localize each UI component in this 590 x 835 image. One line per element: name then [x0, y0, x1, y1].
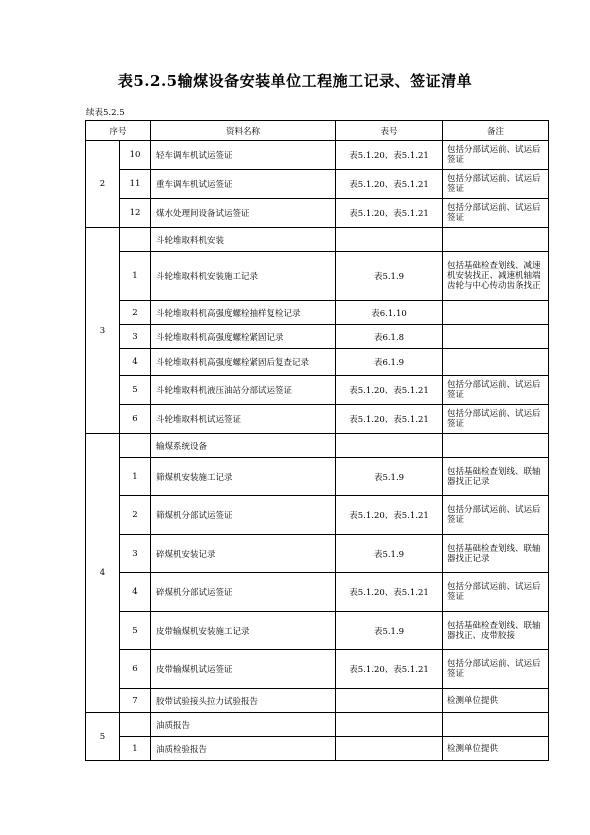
- row-name: 碎煤机安装记录: [151, 535, 336, 573]
- group-number: 5: [86, 713, 120, 761]
- row-sub-number: 10: [120, 141, 151, 170]
- row-sub-number: 4: [120, 349, 151, 376]
- table-row: [86, 612, 549, 650]
- table-row: [86, 434, 549, 458]
- group-number: 2: [86, 141, 120, 228]
- row-note: [443, 349, 549, 376]
- row-name: 斗轮堆取料机高强度螺栓紧固后复查记录: [151, 349, 336, 376]
- table-row: [86, 573, 549, 612]
- row-note: 包括基础检查划线、减速机安装找正、减速机轴端齿轮与中心传动齿条找正: [443, 252, 549, 301]
- row-name: 油质检验报告: [151, 737, 336, 761]
- table-row: [86, 713, 549, 737]
- row-code: 表6.1.8: [336, 325, 443, 349]
- row-name: 煤水处理间设备试运签证: [151, 199, 336, 228]
- table-row: [86, 325, 549, 349]
- table-row: [86, 535, 549, 573]
- row-name: 重车调车机试运签证: [151, 170, 336, 199]
- row-name: 油质报告: [151, 713, 336, 737]
- table-row: [86, 199, 549, 228]
- row-code: [336, 689, 443, 713]
- row-sub-number: 12: [120, 199, 151, 228]
- row-code: 表5.1.9: [336, 535, 443, 573]
- row-code: 表5.1.20、表5.1.21: [336, 650, 443, 689]
- row-sub-number: 6: [120, 650, 151, 689]
- row-note: 包括基础检查划线、联轴器找正记录: [443, 458, 549, 496]
- header-note: 备注: [443, 121, 549, 141]
- table-row: [86, 141, 549, 170]
- table-row: [86, 737, 549, 761]
- row-note: 检测单位提供: [443, 737, 549, 761]
- row-sub-number: [120, 228, 151, 252]
- row-note: 包括基础检查划线、联轴器找正记录: [443, 535, 549, 573]
- row-note: [443, 325, 549, 349]
- page-title: 表5.2.5输煤设备安装单位工程施工记录、签证清单: [117, 72, 473, 90]
- table-row: [86, 405, 549, 434]
- row-note: 包括分部试运前、试运后签证: [443, 650, 549, 689]
- row-note: 包括分部试运前、试运后签证: [443, 199, 549, 228]
- row-code: [336, 228, 443, 252]
- row-name: 轻车调车机试运签证: [151, 141, 336, 170]
- row-code: 表5.1.9: [336, 458, 443, 496]
- row-name: 斗轮堆取料机液压油站分部试运签证: [151, 376, 336, 405]
- row-name: 皮带输煤机安装施工记录: [151, 612, 336, 650]
- table-caption: 续表5.2.5: [86, 108, 125, 118]
- row-name: 输煤系统设备: [151, 434, 336, 458]
- records-table: [85, 120, 549, 761]
- row-note: 包括分部试运前、试运后签证: [443, 141, 549, 170]
- row-name: 斗轮堆取料机高强度螺栓抽样复检记录: [151, 301, 336, 325]
- row-name: 筛煤机分部试运签证: [151, 496, 336, 535]
- row-sub-number: 3: [120, 535, 151, 573]
- row-sub-number: 2: [120, 301, 151, 325]
- row-note: 包括分部试运前、试运后签证: [443, 170, 549, 199]
- row-note: 包括分部试运前、试运后签证: [443, 496, 549, 535]
- row-sub-number: 1: [120, 458, 151, 496]
- row-sub-number: 11: [120, 170, 151, 199]
- row-code: 表6.1.10: [336, 301, 443, 325]
- row-note: 包括分部试运前、试运后签证: [443, 573, 549, 612]
- row-name: 皮带输煤机试运签证: [151, 650, 336, 689]
- row-sub-number: 6: [120, 405, 151, 434]
- row-note: [443, 228, 549, 252]
- row-note: 检测单位提供: [443, 689, 549, 713]
- row-code: 表5.1.20、表5.1.21: [336, 170, 443, 199]
- table-row: [86, 349, 549, 376]
- row-code: 表5.1.20、表5.1.21: [336, 376, 443, 405]
- table-row: [86, 458, 549, 496]
- table-row: [86, 689, 549, 713]
- row-code: [336, 713, 443, 737]
- row-name: 斗轮堆取料机安装施工记录: [151, 252, 336, 301]
- table-row: [86, 376, 549, 405]
- header-seq: 序号: [86, 121, 151, 141]
- row-name: 斗轮堆取料机安装: [151, 228, 336, 252]
- row-code: [336, 737, 443, 761]
- header-code: 表号: [336, 121, 443, 141]
- row-note: 包括分部试运前、试运后签证: [443, 405, 549, 434]
- row-name: 斗轮堆取料机高强度螺栓紧固记录: [151, 325, 336, 349]
- row-sub-number: 1: [120, 737, 151, 761]
- row-sub-number: 2: [120, 496, 151, 535]
- row-name: 碎煤机分部试运签证: [151, 573, 336, 612]
- table-row: [86, 301, 549, 325]
- row-sub-number: 5: [120, 376, 151, 405]
- row-sub-number: 7: [120, 689, 151, 713]
- row-sub-number: 1: [120, 252, 151, 301]
- row-note: [443, 301, 549, 325]
- row-note: [443, 713, 549, 737]
- table-row: [86, 228, 549, 252]
- row-code: 表5.1.9: [336, 252, 443, 301]
- row-note: 包括基础检查划线、联轴器找正、皮带胶接: [443, 612, 549, 650]
- table-row: [86, 650, 549, 689]
- header-name: 资料名称: [151, 121, 336, 141]
- table-header-row: [86, 121, 549, 141]
- row-code: [336, 434, 443, 458]
- row-name: 胶带试验接头拉力试验报告: [151, 689, 336, 713]
- row-code: 表5.1.20、表5.1.21: [336, 573, 443, 612]
- row-sub-number: [120, 434, 151, 458]
- table-row: [86, 252, 549, 301]
- row-sub-number: 5: [120, 612, 151, 650]
- row-code: 表6.1.9: [336, 349, 443, 376]
- row-sub-number: 4: [120, 573, 151, 612]
- table-row: [86, 170, 549, 199]
- group-number: 4: [86, 434, 120, 713]
- group-number: 3: [86, 228, 120, 434]
- row-sub-number: 3: [120, 325, 151, 349]
- row-code: 表5.1.20、表5.1.21: [336, 496, 443, 535]
- row-name: 斗轮堆取料机试运签证: [151, 405, 336, 434]
- table-row: [86, 496, 549, 535]
- row-sub-number: [120, 713, 151, 737]
- row-code: 表5.1.20、表5.1.21: [336, 405, 443, 434]
- row-note: 包括分部试运前、试运后签证: [443, 376, 549, 405]
- row-code: 表5.1.20、表5.1.21: [336, 199, 443, 228]
- row-name: 筛煤机安装施工记录: [151, 458, 336, 496]
- row-code: 表5.1.9: [336, 612, 443, 650]
- row-note: [443, 434, 549, 458]
- row-code: 表5.1.20、表5.1.21: [336, 141, 443, 170]
